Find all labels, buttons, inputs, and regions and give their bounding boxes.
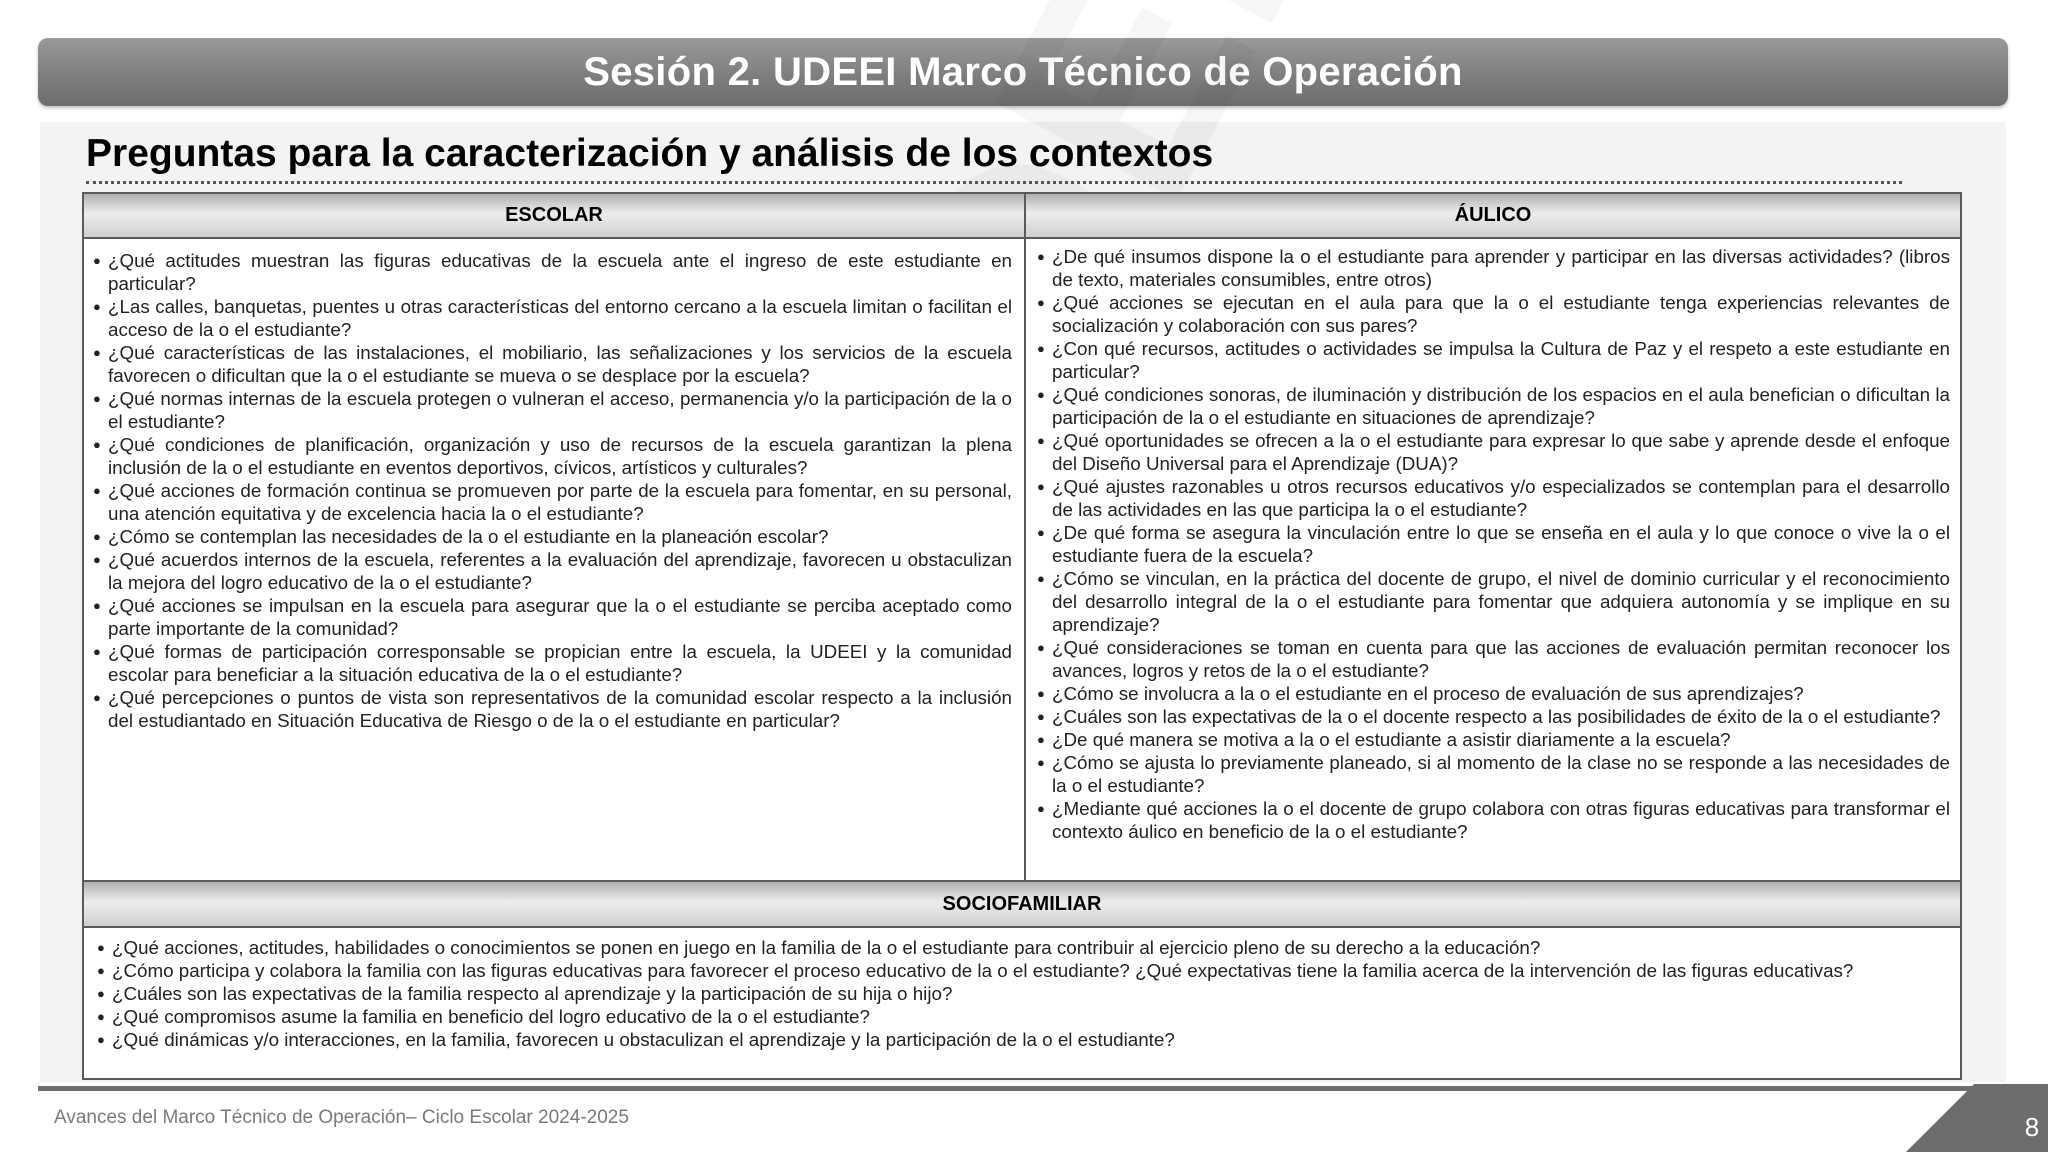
question-item: ● ¿Qué condiciones de planificación, organización y uso de recursos de la escuela garantizan la plena inclusión de la o el estudiante en eventos deportivos, cívicos, artísticos y culturales? xyxy=(94,433,1012,479)
page-number: 8 xyxy=(2024,1112,2040,1142)
section-title: Preguntas para la caracterización y análisis de los contextos xyxy=(86,132,1214,175)
footer-divider xyxy=(38,1086,2008,1091)
questions-table xyxy=(82,192,1962,1080)
question-item: ● ¿Qué acuerdos internos de la escuela, referentes a la evaluación del aprendizaje, favorecen u obstaculizan la mejora del logro educativo de la o el estudiante? xyxy=(94,548,1012,594)
question-item: ● ¿Qué consideraciones se toman en cuenta para que las acciones de evaluación permitan reconocer los avances, logros y retos de la o el estudiante? xyxy=(1038,636,1950,682)
question-item: ● ¿Qué acciones de formación continua se promueven por parte de la escuela para fomentar, en su personal, una atención equitativa y de excelencia hacia la o el estudiante? xyxy=(94,479,1012,525)
question-item: ● ¿Qué normas internas de la escuela protegen o vulneran el acceso, permanencia y/o la participación de la o el estudiante? xyxy=(94,387,1012,433)
question-item: ● ¿Mediante qué acciones la o el docente de grupo colabora con otras figuras educativas para transformar el contexto áulico en beneficio de la o el estudiante? xyxy=(1038,797,1950,843)
question-item: ● ¿Cómo se vinculan, en la práctica del docente de grupo, el nivel de dominio curricular y el reconocimiento del desarrollo integral de la o el estudiante para fomentar que adquiera autonomía y se implique en su aprendizaje? xyxy=(1038,567,1950,636)
sociofamiliar-list xyxy=(98,936,1946,1051)
question-item: ● ¿Cómo se involucra a la o el estudiante en el proceso de evaluación de sus aprendizajes? xyxy=(1038,682,1950,705)
question-item: ● ¿Qué percepciones o puntos de vista son representativos de la comunidad escolar respecto a la inclusión del estudiantado en Situación Educativa de Riesgo o de la o el estudiante en particular? xyxy=(94,686,1012,732)
title-divider xyxy=(86,181,1902,184)
question-item: ● ¿Qué condiciones sonoras, de iluminación y distribución de los espacios en el aula benefician o dificultan la participación de la o el estudiante en situaciones de aprendizaje? xyxy=(1038,383,1950,429)
question-item: ● ¿Qué compromisos asume la familia en beneficio del logro educativo de la o el estudiante? xyxy=(98,1005,1946,1028)
question-item: ● ¿Qué formas de participación corresponsable se propician entre la escuela, la UDEEI y la comunidad escolar para beneficiar a la situación educativa de la o el estudiante? xyxy=(94,640,1012,686)
escolar-list xyxy=(94,249,1012,732)
question-item: ● ¿Cómo participa y colabora la familia con las figuras educativas para favorecer el proceso educativo de la o el estudiante? ¿Qué expectativas tiene la familia acerca de la intervención de las figuras educativas? xyxy=(98,959,1946,982)
question-item: ● ¿Qué ajustes razonables u otros recursos educativos y/o especializados se contemplan para el desarrollo de las actividades en las que participa la o el estudiante? xyxy=(1038,475,1950,521)
question-item: ● ¿Cuáles son las expectativas de la familia respecto al aprendizaje y la participación de su hija o hijo? xyxy=(98,982,1946,1005)
question-item: ● ¿Qué acciones se ejecutan en el aula para que la o el estudiante tenga experiencias relevantes de socialización y colaboración con sus pares? xyxy=(1038,291,1950,337)
question-item: ● ¿Qué características de las instalaciones, el mobiliario, las señalizaciones y los servicios de la escuela favorecen o dificultan que la o el estudiante se mueva o se desplace por la escuela? xyxy=(94,341,1012,387)
question-item: ● ¿Cómo se contemplan las necesidades de la o el estudiante en la planeación escolar? xyxy=(94,525,1012,548)
slide-title: Sesión 2. UDEEI Marco Técnico de Operación xyxy=(583,49,1463,94)
question-item: ● ¿Qué actitudes muestran las figuras educativas de la escuela ante el ingreso de este estudiante en particular? xyxy=(94,249,1012,295)
header-banner xyxy=(38,38,2008,106)
footer-text: Avances del Marco Técnico de Operación– Ciclo Escolar 2024-2025 xyxy=(54,1107,629,1128)
question-item: ● ¿Cuáles son las expectativas de la o el docente respecto a las posibilidades de éxito de la o el estudiante? xyxy=(1038,705,1950,728)
question-item: ● ¿De qué manera se motiva a la o el estudiante a asistir diariamente a la escuela? xyxy=(1038,728,1950,751)
sociofamiliar-header: SOCIOFAMILIAR xyxy=(84,880,1960,928)
escolar-header: ESCOLAR xyxy=(84,194,1024,239)
question-item: ● ¿De qué forma se asegura la vinculación entre lo que se enseña en el aula y lo que conoce o vive la o el estudiante fuera de la escuela? xyxy=(1038,521,1950,567)
aulico-header: ÁULICO xyxy=(1026,194,1960,239)
aulico-list xyxy=(1038,245,1950,843)
question-item: ● ¿Con qué recursos, actitudes o actividades se impulsa la Cultura de Paz y el respeto a este estudiante en particular? xyxy=(1038,337,1950,383)
question-item: ● ¿Qué acciones, actitudes, habilidades o conocimientos se ponen en juego en la familia de la o el estudiante para contribuir al ejercicio pleno de su derecho a la educación? xyxy=(98,936,1946,959)
question-item: ● ¿De qué insumos dispone la o el estudiante para aprender y participar en las diversas actividades? (libros de texto, materiales consumibles, entre otros) xyxy=(1038,245,1950,291)
question-item: ● ¿Las calles, banquetas, puentes u otras características del entorno cercano a la escuela limitan o facilitan el acceso de la o el estudiante? xyxy=(94,295,1012,341)
column-divider xyxy=(1024,194,1026,880)
question-item: ● ¿Qué dinámicas y/o interacciones, en la familia, favorecen u obstaculizan el aprendizaje y la participación de la o el estudiante? xyxy=(98,1028,1946,1051)
question-item: ● ¿Cómo se ajusta lo previamente planeado, si al momento de la clase no se responde a las necesidades de la o el estudiante? xyxy=(1038,751,1950,797)
question-item: ● ¿Qué acciones se impulsan en la escuela para asegurar que la o el estudiante se perciba aceptado como parte importante de la comunidad? xyxy=(94,594,1012,640)
question-item: ● ¿Qué oportunidades se ofrecen a la o el estudiante para expresar lo que sabe y aprende desde el enfoque del Diseño Universal para el Aprendizaje (DUA)? xyxy=(1038,429,1950,475)
